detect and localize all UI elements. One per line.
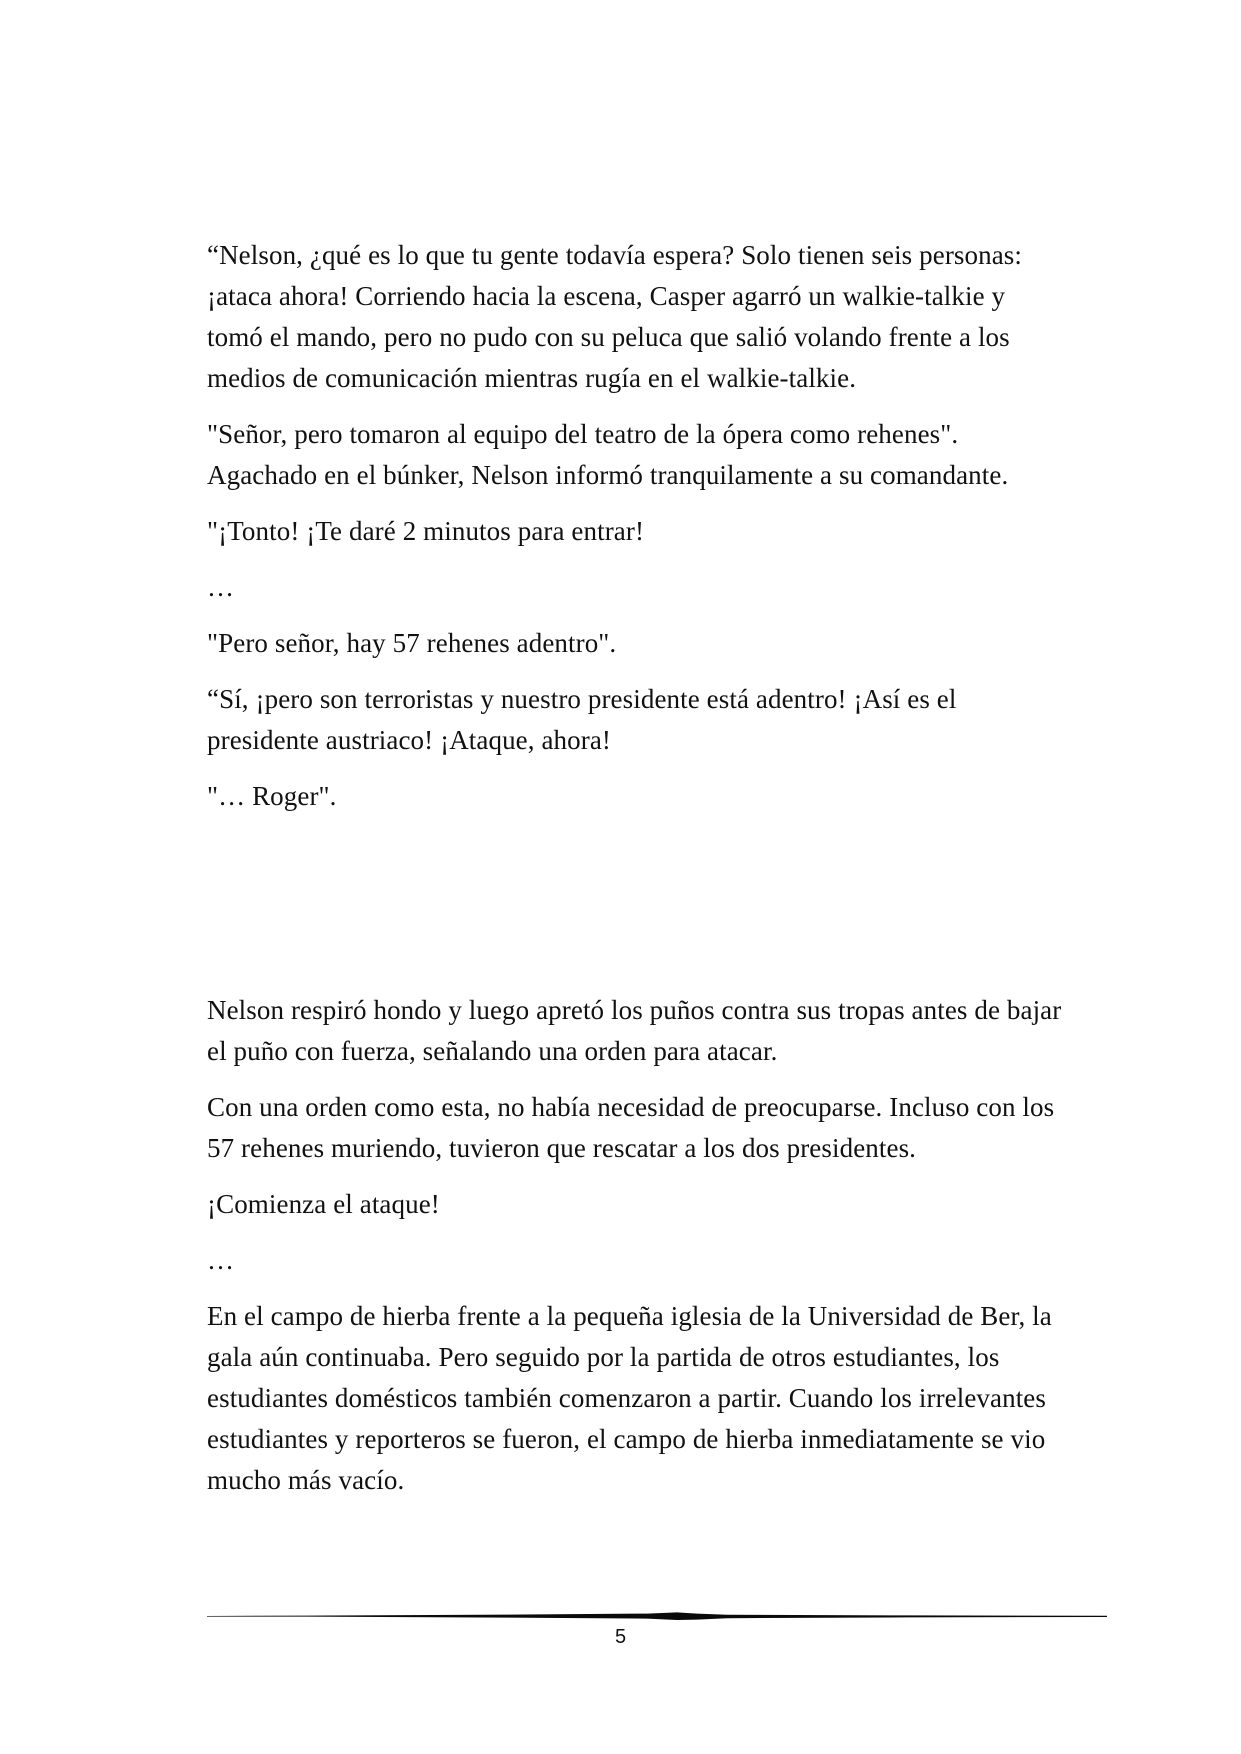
paragraph: "Señor, pero tomaron al equipo del teatro de la ópera como rehenes". Agachado en el búnker, Nelson informó tranquilamente a su comandante. [207, 419, 1009, 490]
paragraph: Nelson respiró hondo y luego apretó los puños contra sus tropas antes de bajar el puño con fuerza, señalando una orden para atacar. [207, 995, 1062, 1066]
page-number: 5 [614, 1626, 627, 1648]
paragraph: "¡Tonto! ¡Te daré 2 minutos para entrar! [207, 516, 645, 546]
ellipsis-line: … [207, 572, 235, 602]
paragraph: “Nelson, ¿qué es lo que tu gente todavía espera? Solo tienen seis personas: ¡ataca ahora! Corriendo hacia la escena, Casper agarró un walkie-talkie y tomó el mando, pero no pudo con su peluca que salió volando frente a los medios de comunicación mientras rugía en el walkie-talkie. [207, 240, 1023, 393]
paragraph: Con una orden como esta, no había necesidad de preocuparse. Incluso con los 57 rehenes muriendo, tuvieron que rescatar a los dos presidentes. [207, 1092, 1055, 1163]
body-section-2 [207, 990, 1067, 1516]
paragraph: En el campo de hierba frente a la pequeña iglesia de la Universidad de Ber, la gala aún continuaba. Pero seguido por la partida de otros estudiantes, los estudiantes domésticos también comenzaron a partir. Cuando los irrelevantes estudiantes y reporteros se fueron, el campo de hierba inmediatamente se vio mucho más vacío. [207, 1301, 1052, 1495]
paragraph: "… Roger". [207, 781, 337, 811]
footer-rule [207, 1608, 1107, 1624]
paragraph: “Sí, ¡pero son terroristas y nuestro presidente está adentro! ¡Así es el presidente austriaco! ¡Ataque, ahora! [207, 684, 957, 755]
ellipsis-line: … [207, 1245, 235, 1275]
paragraph: ¡Comienza el ataque! [207, 1189, 440, 1219]
paragraph: "Pero señor, hay 57 rehenes adentro". [207, 628, 617, 658]
body-section-1 [207, 235, 1067, 832]
